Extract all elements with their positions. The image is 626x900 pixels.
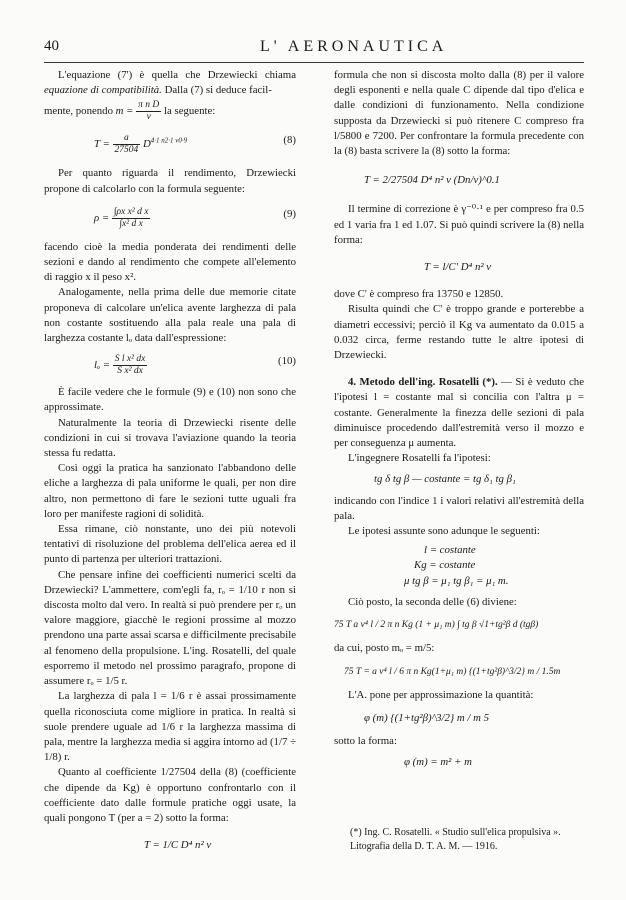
paragraph: Quanto al coefficiente 1/27504 della (8) (coefficiente che dipende da Kg) è opportuno confrontarlo con il coefficiente dato dalle formule pratiche oggi usate, la quali pongono T (per a = 2) sotto la forma:	[44, 766, 296, 824]
paragraph: Essa rimane, ciò nonstante, uno dei più notevoli tentativi di risoluzione del problema dell'elica aerea ed il punto di partenza per ulteriori trattazioni.	[44, 523, 296, 566]
equation-d1: l = costante	[424, 544, 476, 557]
paragraph: formula che non si discosta molto dalla (8) per il valore degli esponenti e nella quale C dipende dal tipo d'elica e dalle condizioni di funzionamento. Nella condizione supposta da Drzewiecki si può ritenere C compreso fra l/5800 e 7200. Per confrontare la formula precedente con la (8) basta scrivere la (8) sotto la forma:	[334, 69, 584, 158]
paragraph: Ciò posto, la seconda delle (6) diviene:	[348, 595, 517, 608]
equation-a: T = 2/27504 D⁴ n² v (Dn/v)^0.1	[364, 174, 500, 187]
equation-10: lₒ = $\frac{\text{S l x² dx}}{\text{S x² dx}}$ (10)	[94, 354, 296, 377]
paragraph: Risulta quindi che C' è troppo grande e porterebbe a diametri eccessivi; perciò il Kg va aumentato da 0.015 a 0.032 circa, ferme restando tutte le altre ipotesi di Drzewiecki.	[334, 303, 584, 362]
paragraph: dove C' è compreso fra 13750 e 12850.	[334, 288, 504, 301]
paragraph: Il termine di correzione è γ⁻⁰·¹ e per compreso fra 0.5 ed 1 varia fra 1 ed 1.07. Si può quindi scrivere la (8) nella forma:	[334, 203, 584, 246]
equation-f: 75 T = a v⁴ l / 6 π n Kg(1+μ₁ m) {(1+tg²β)^3/2} m / 1.5m	[344, 666, 561, 677]
right-column	[334, 68, 584, 771]
paragraph: L'equazione (7') è quella che Drzewiecki chiama equazione di compatibilità. Dalla (7) si deduce facil-	[44, 69, 296, 97]
paragraph: Le ipotesi assunte sono adunque le seguenti:	[348, 525, 540, 538]
page-number: 40	[44, 38, 59, 54]
paragraph: L'A. pone per approssimazione la quantità:	[348, 688, 534, 701]
equation-e: 75 T a v⁴ l / 2 π n Kg (1 + μ₁ m) ∫ tg β √1+tg²β d (tgβ)	[334, 620, 539, 631]
page-title: L' AERONAUTICA	[260, 38, 448, 55]
equation-c: tg δ tg β — costante = tg δ₁ tg β₁	[374, 473, 516, 486]
equation-last: T = 1/C D⁴ n² v	[144, 839, 212, 852]
footnote: (*) Ing. C. Rosatelli. « Studio sull'elica propulsiva ». Litografia della D. T. A. M. — 1916.	[350, 827, 561, 852]
equation-8: T = $\frac{a}{27504}$ $D^{4\cdot 1 n2\cdot 1 v0\cdot 9}$ (8)	[94, 133, 296, 156]
paragraph: Naturalmente la teoria di Drzewiecki risente delle condizioni in cui si trovava l'aviazione quando la teoria stessa fu redatta.	[44, 416, 296, 460]
paragraph: sotto la forma:	[334, 735, 397, 748]
paragraph: mente, ponendo m = $\frac{\text{π n D}}{v}$ la seguente:	[44, 100, 216, 123]
equation-g: φ (m) {(1+tg²β)^3/2} m / m 5	[364, 711, 490, 724]
paragraph: Che pensare infine dei coefficienti numerici scelti da Drzewiecki? L'ammettere, com'egli fa, rₒ = 1/10 r non si discosta molto dal vero. In realtà si può prendere per rₒ un valore maggiore, giacchè le regioni prossime al mozzo prendono una parte assai scarsa e difficilmente precisabile al fenomeno della propulsione. L'ing. Rosatelli, del quale esporremo il metodo nel prossimo paragrafo, propone di assumere rₒ = 1/5 r.	[44, 568, 296, 688]
paragraph: L'ingegnere Rosatelli fa l'ipotesi:	[348, 452, 491, 465]
paragraph: La larghezza di pala l = 1/6 r è assai prossimamente quella riconosciuta come migliore in pratica. In realtà si suole prendere uguale ad 1/6 r la larghezza massima di pala, mentre la larghezza media si aggira intorno ad (1/7 ÷ 1/8) r.	[44, 690, 296, 764]
header-rule	[44, 62, 584, 63]
paragraph: Per quanto riguarda il rendimento, Drzewiecki propone di calcolarlo con la formula seguente:	[44, 167, 296, 195]
equation-d2: Kg = costante	[414, 559, 476, 572]
left-column	[44, 68, 296, 853]
paragraph: È facile vedere che le formule (9) e (10) non sono che approssimate.	[44, 386, 296, 414]
equation-9: ρ = $\frac{\text{∫ρx x² d x}}{\text{∫x² d x}}$ (9)	[94, 206, 296, 229]
paragraph: facendo cioè la media ponderata dei rendimenti delle sezioni e dando al rendimento che compete all'elemento di raggio x il peso x².	[44, 240, 296, 284]
paragraph: Analogamente, nella prima delle due memorie citate proponeva di calcolare un'elica avente larghezza di pala non costante sostituendo alla pala reale una pala di larghezza costante lₒ data dall'espressione:	[44, 286, 296, 345]
equation-d3: μ tg β = μ₁ tg β₁ = μ₁ m.	[404, 574, 509, 587]
equation-h: φ (m) = m² + m	[404, 756, 472, 769]
paragraph: da cui, posto mₒ = m/5:	[334, 642, 435, 655]
equation-b: T = l/C' D⁴ n² v	[424, 261, 492, 274]
paragraph: 4. Metodo dell'ing. Rosatelli (*). — Si è veduto che l'ipotesi l = costante mal si concilia con l'altra μ = costante. Generalmente la finezza delle sezioni di pala diminuisce procedendo dall'estremità verso il mozzo e per conseguenza μ aumenta.	[334, 376, 584, 450]
paragraph: Così oggi la pratica ha sanzionato l'abbandono delle eliche a larghezza di pala uniforme le quali, per non dire altro, non permettono di fare le sezioni tutte uguali fra loro per manifeste ragioni di solidità.	[44, 462, 296, 520]
paragraph: indicando con l'indice 1 i valori relativi all'estremità della pala.	[334, 494, 584, 522]
